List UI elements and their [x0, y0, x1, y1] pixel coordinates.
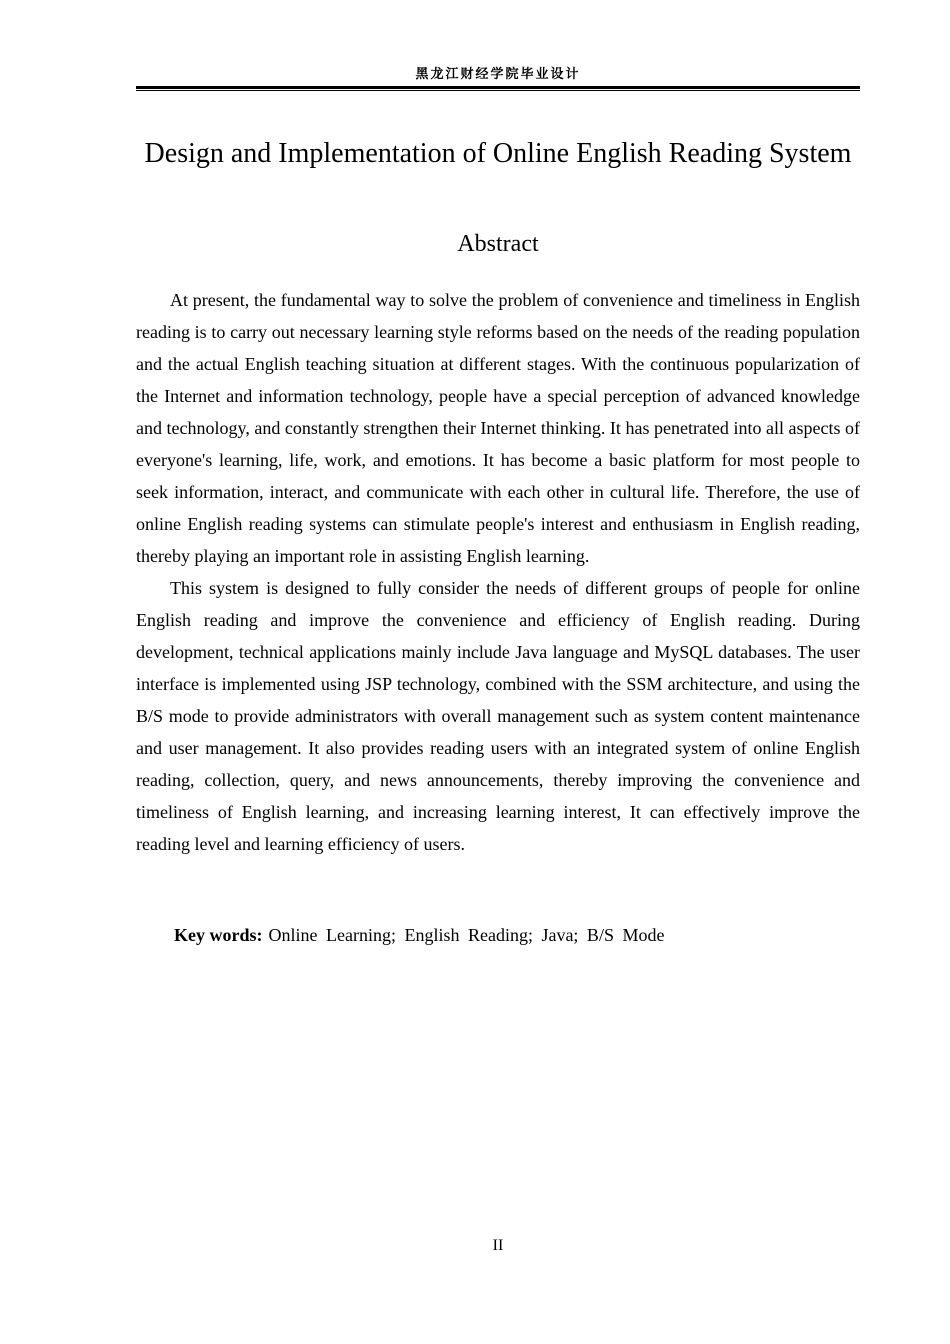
abstract-paragraph-1: At present, the fundamental way to solve the problem of convenience and timeliness in English reading is to carry out necessary learning style reforms based on the needs of the reading population and the actual English teaching situation at different stages. With the continuous popularization of the Internet and information technology, people have a special perception of advanced knowledge and technology, and constantly strengthen their Internet thinking. It has penetrated into all aspects of everyone's learning, life, work, and emotions. It has become a basic platform for most people to seek information, interact, and communicate with each other in cultural life. Therefore, the use of online English reading systems can stimulate people's interest and enthusiasm in English reading, thereby playing an important role in assisting English learning.	[136, 290, 860, 566]
header-rule-thin	[136, 90, 860, 91]
keywords-line	[174, 920, 664, 950]
keywords-values: Online Learning; English Reading; Java; B/S Mode	[268, 925, 665, 945]
page-number: II	[492, 1237, 504, 1254]
keywords-label: Key words:	[174, 925, 263, 945]
running-header: 黑龙江财经学院毕业设计	[415, 67, 581, 82]
abstract-heading: Abstract	[457, 231, 539, 257]
header-rule-thick	[136, 86, 860, 89]
document-title: Design and Implementation of Online English Reading System	[144, 138, 852, 169]
abstract-paragraph-2: This system is designed to fully consider the needs of different groups of people for online English reading and improve the convenience and efficiency of English reading. During development, technical applications mainly include Java language and MySQL databases. The user interface is implemented using JSP technology, combined with the SSM architecture, and using the B/S mode to provide administrators with overall management such as system content maintenance and user management. It also provides reading users with an integrated system of online English reading, collection, query, and news announcements, thereby improving the convenience and timeliness of English learning, and increasing learning interest, It can effectively improve the reading level and learning efficiency of users.	[136, 578, 860, 854]
abstract-body	[136, 284, 860, 860]
